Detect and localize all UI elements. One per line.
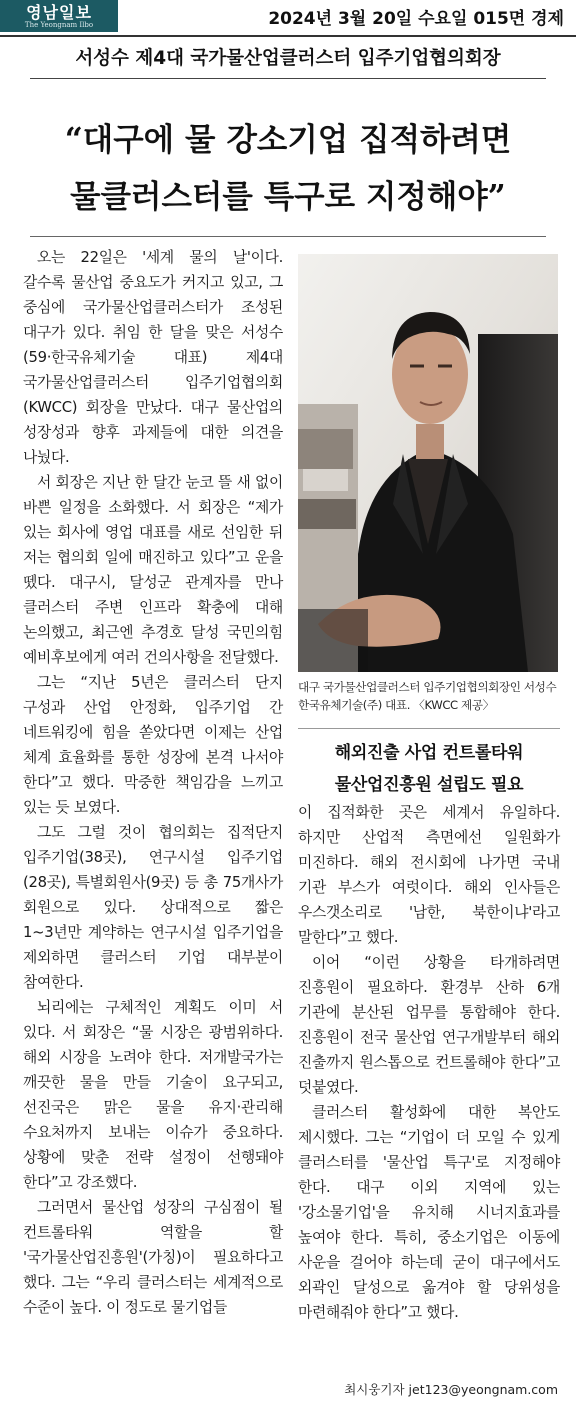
article-kicker: 서성수 제4대 국가물산업클러스터 입주기업협의회장 xyxy=(75,48,501,69)
headline-line-2: 물클러스터를 특구로 지정해야” xyxy=(70,178,506,215)
body-paragraph: 오는 22일은 '세계 물의 날'이다. 갈수록 물산업 중요도가 커지고 있고, 그 중심에 국가물산업클러스터가 조성된 대구가 있다. 취임 한 달을 맞은 서성수(59·한국유체기술 대표) 제4대 국가물산업클러스터 입주기업협의회(KWCC) 회장을 만났다. 대구 물산업의 성장성과 향후 과제들에 대한 의견을 나눴다. xyxy=(23,249,283,466)
body-paragraph: 클러스터 활성화에 대한 복안도 제시했다. 그는 “기업이 더 모일 수 있게 클러스터를 '물산업 특구'로 지정해야 한다. 대구 이외 지역에 있는 '강소물기업'을 유치해 시너지효과를 높여야 한다. 특히, 중소기업은 이동에 사운을 걸어야 하는데 굳이 대구에서도 외곽인 달성으로 옮겨야 할 당위성을 마련해줘야 한다”고 했다. xyxy=(298,1104,560,1321)
article-body-left-column xyxy=(23,245,283,1320)
body-paragraph: 그러면서 물산업 성장의 구심점이 될 컨트롤타워 역할을 할 '국가물산업진흥원'(가칭)이 필요하다고 했다. 그는 “우리 클러스터는 세계적으로 수준이 높다. 이 정도로 물기업들 xyxy=(23,1199,283,1316)
body-paragraph: 그는 “지난 5년은 클러스터 단지 구성과 산업 안정화, 입주기업 간 네트워킹에 힘을 쏟았다면 이제는 산업 체계 효율화를 통한 성장에 본격 나서야 한다”고 했다. 막중한 책임감을 느끼고 있는 듯 보였다. xyxy=(23,674,283,816)
dateline: 2024년 3월 20일 수요일 015면 경제 xyxy=(268,9,564,29)
subheadline-line-1: 해외진출 사업 컨트롤타워 xyxy=(334,743,524,763)
subheadline-line-2: 물산업진흥원 설립도 필요 xyxy=(334,775,524,795)
body-paragraph: 이 집적화한 곳은 세계서 유일하다. 하지만 산업적 측면에선 일원화가 미진하다. 해외 전시회에 나가면 국내 기관 부스가 여럿이다. 해외 인사들은 우스갯소리로 '남한, 북한이냐'라고 말한다”고 했다. xyxy=(298,804,560,946)
masthead xyxy=(0,0,576,34)
body-paragraph: 서 회장은 지난 한 달간 눈코 뜰 새 없이 바쁜 일정을 소화했다. 서 회장은 “제가 있는 회사에 영업 대표를 새로 선임한 뒤 저는 협의회 일에 매진하고 있다”고 운을 뗐다. 대구시, 달성군 관계자를 만나 클러스터 주변 인프라 확충에 대해 논의했고, 최근엔 추경호 달성 국민의힘 예비후보에게 여러 건의사항을 전달했다. xyxy=(23,474,283,666)
byline: 최시웅기자 jet123@yeongnam.com xyxy=(344,1382,558,1397)
body-paragraph: 그도 그럴 것이 협의회는 집적단지 입주기업(38곳), 연구시설 입주기업(28곳), 특별회원사(9곳) 등 총 75개사가 회원으로 있다. 상대적으로 짧은 1~3년만 계약하는 연구시설 입주기업을 제외하면 클러스터 기업 대부분이 참여한다. xyxy=(23,824,283,991)
headline-line-1: “대구에 물 강소기업 집적하려면 xyxy=(64,121,512,158)
subhead-divider xyxy=(298,728,560,729)
newspaper-logo xyxy=(0,0,118,32)
photo-caption: 대구 국가물산업클러스터 입주기업협의회장인 서성수 한국유체기술(주) 대표. 〈KWCC 제공〉 xyxy=(298,680,557,712)
body-paragraph: 뇌리에는 구체적인 계획도 이미 서 있다. 서 회장은 “물 시장은 광범위하다. 해외 시장을 노려야 한다. 저개발국가는 깨끗한 물을 만들 기술이 요구되고, 선진국은 맑은 물을 유지·관리해 수요처까지 보내는 이슈가 중요하다. 상황에 맞춘 전략 설정이 선행돼야 한다”고 강조했다. xyxy=(23,999,283,1191)
body-paragraph: 이어 “이런 상황을 타개하려면 진흥원이 필요하다. 환경부 산하 6개 기관에 분산된 업무를 통합해야 한다. 진흥원이 전국 물산업 연구개발부터 해외 진출까지 원스톱으로 컨트롤해야 한다”고 덧붙였다. xyxy=(298,954,560,1096)
portrait-illustration xyxy=(298,254,558,672)
headline-divider xyxy=(30,236,546,237)
kicker-divider xyxy=(30,78,546,79)
article-body-right-column xyxy=(298,800,560,1325)
portrait-photo xyxy=(298,254,558,672)
top-divider xyxy=(0,35,576,37)
logo-text: 영남일보 xyxy=(26,2,92,22)
logo-subtext: The Yeongnam Ilbo xyxy=(24,20,94,29)
